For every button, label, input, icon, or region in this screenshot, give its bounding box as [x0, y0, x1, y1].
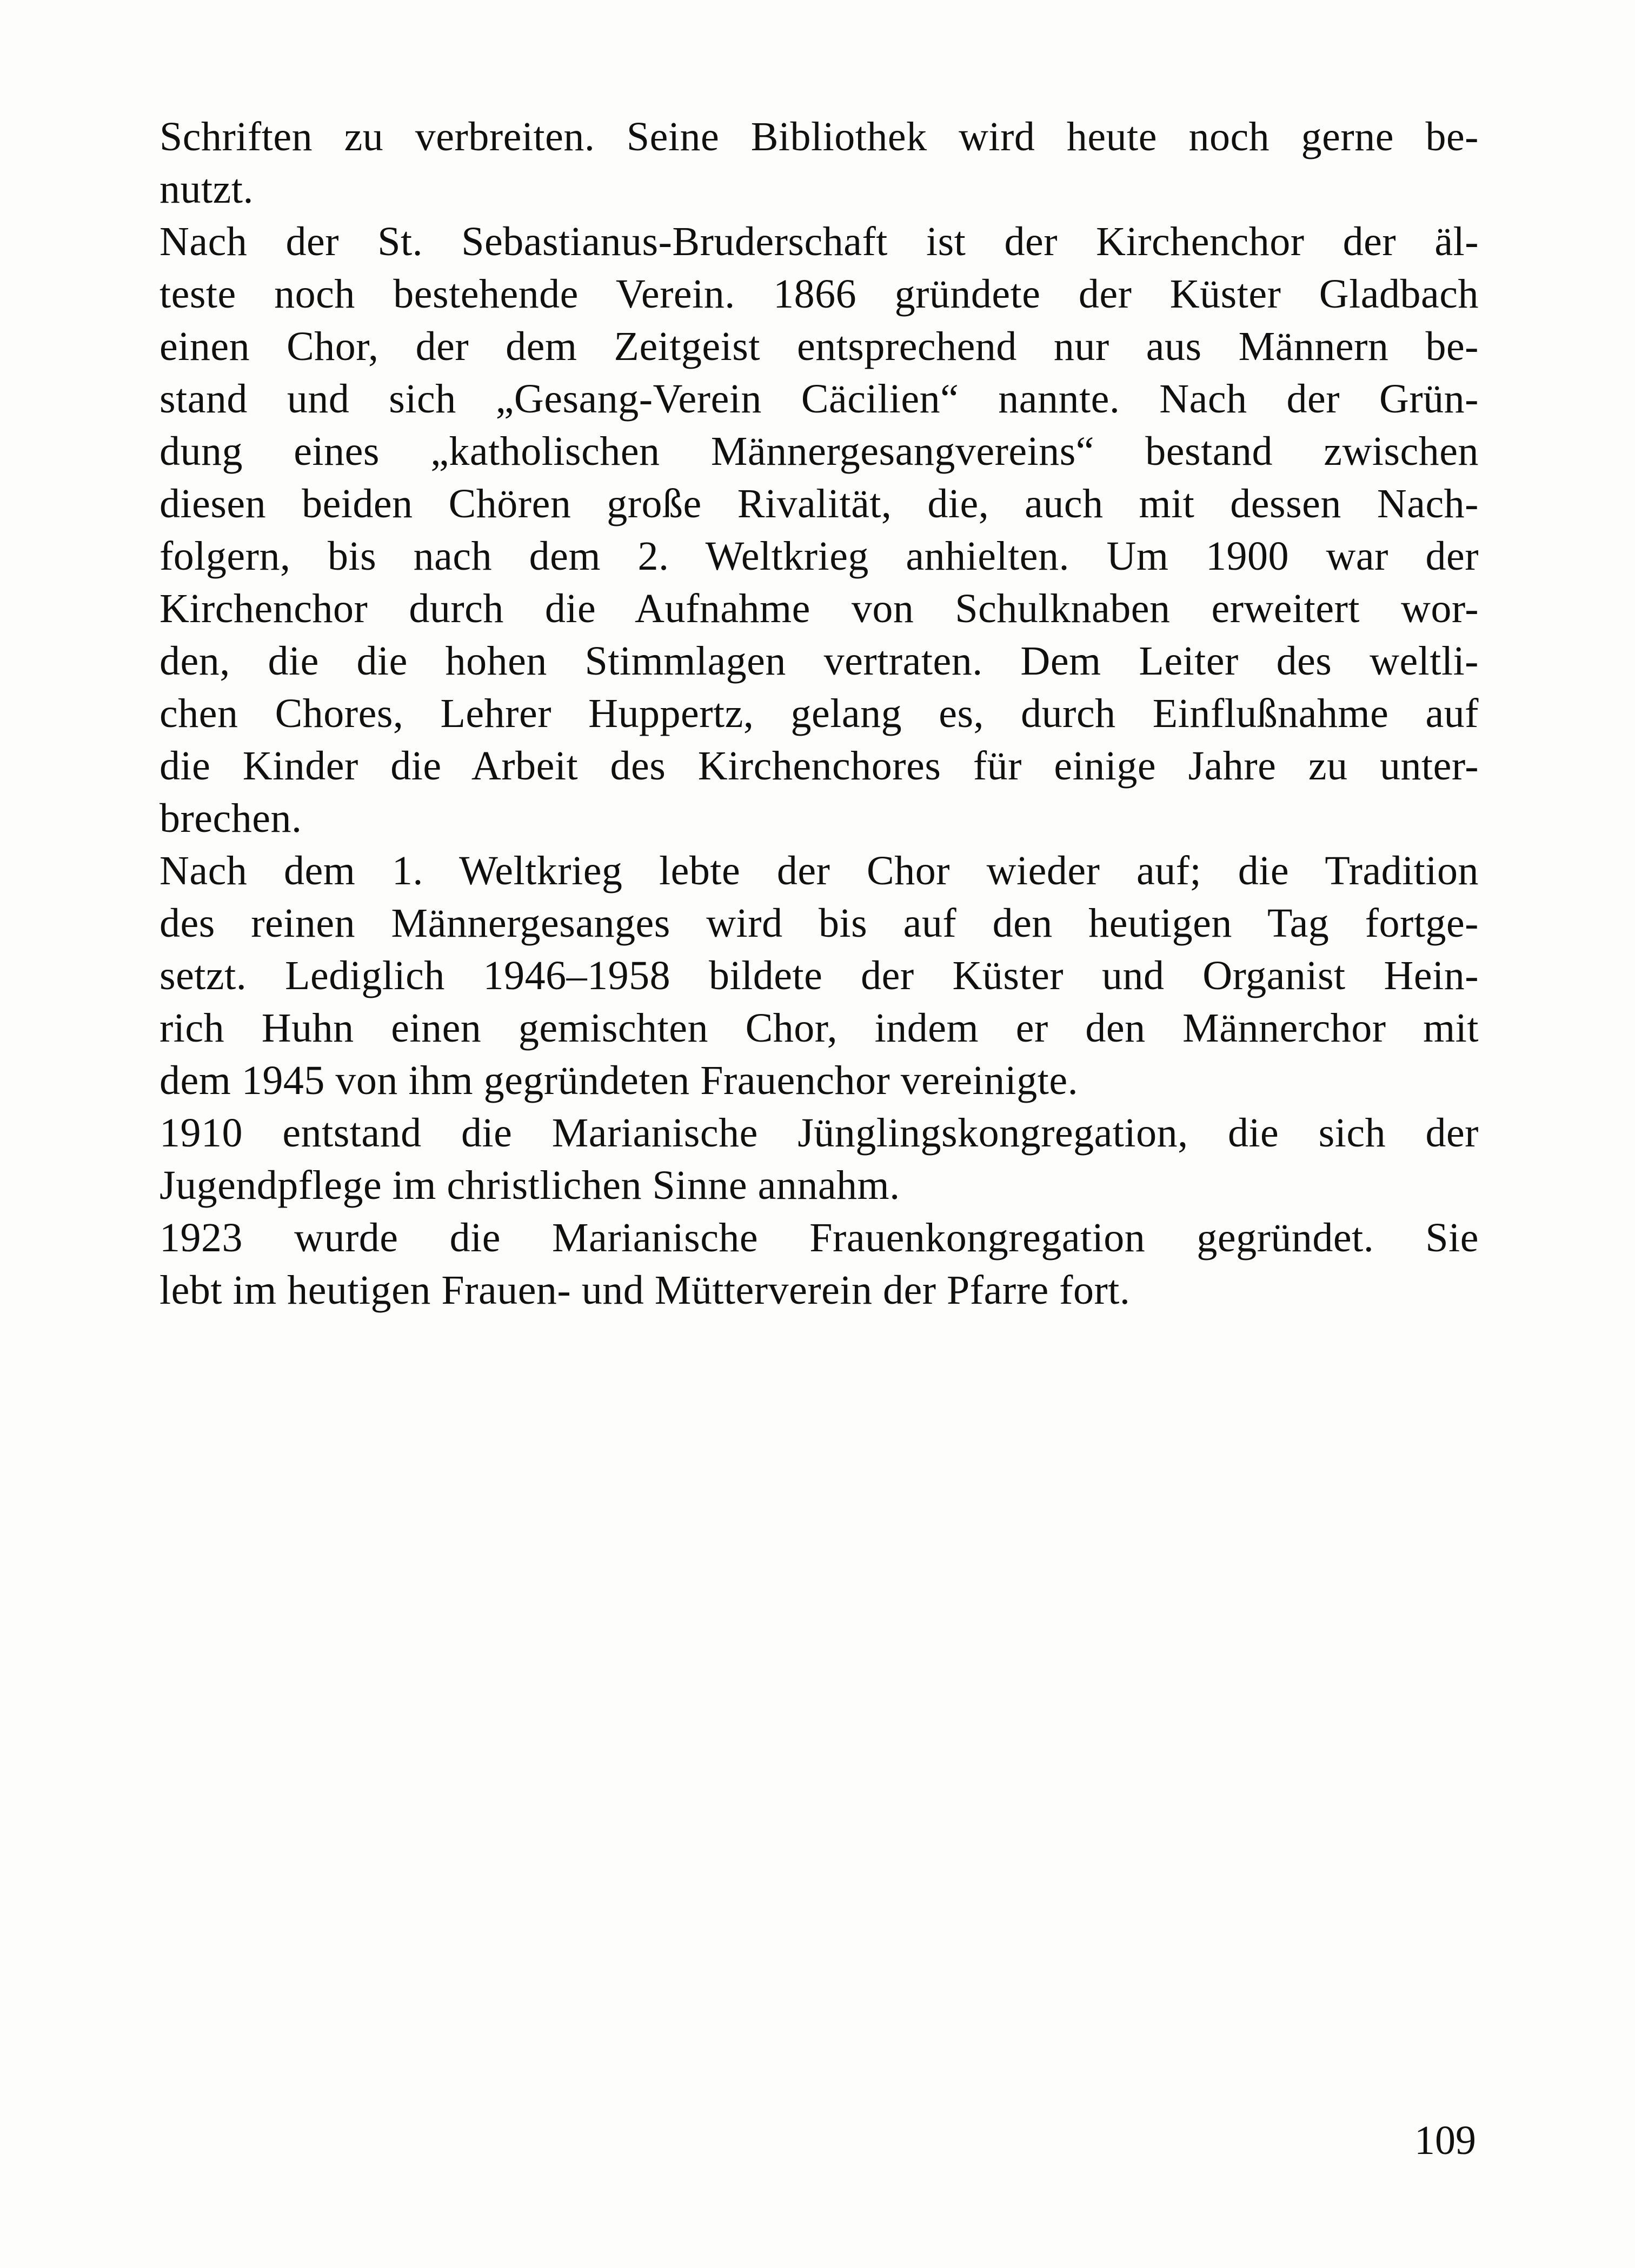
- text-line: 1923 wurde die Marianische Frauenkongregation gegründet. Sie: [159, 1215, 1479, 1260]
- text-line: diesen beiden Chören große Rivalität, die, auch mit dessen Nach-: [159, 481, 1479, 526]
- text-line: teste noch bestehende Verein. 1866 gründete der Küster Gladbach: [159, 271, 1479, 317]
- text-line: 1910 entstand die Marianische Jünglingskongregation, die sich der: [159, 1110, 1479, 1156]
- text-line: dung eines „katholischen Männergesangvereins“ bestand zwischen: [159, 429, 1479, 474]
- text-line: den, die die hohen Stimmlagen vertraten. Dem Leiter des weltli-: [159, 638, 1479, 684]
- paragraph: [159, 845, 1479, 1107]
- paragraph: [159, 111, 1479, 216]
- page-number: 109: [1414, 2118, 1476, 2163]
- body-text: [159, 111, 1479, 1317]
- text-line: des reinen Männergesanges wird bis auf den heutigen Tag fortge-: [159, 900, 1479, 946]
- text-line: chen Chores, Lehrer Huppertz, gelang es, durch Einflußnahme auf: [159, 691, 1479, 736]
- paragraph: [159, 1107, 1479, 1212]
- text-line: Nach der St. Sebastianus-Bruderschaft ist der Kirchenchor der äl-: [159, 219, 1479, 264]
- text-line: Kirchenchor durch die Aufnahme von Schulknaben erweitert wor-: [159, 586, 1479, 631]
- text-line: Jugendpflege im christlichen Sinne annahm.: [159, 1163, 900, 1208]
- paragraph: [159, 1212, 1479, 1317]
- text-line: setzt. Lediglich 1946–1958 bildete der Küster und Organist Hein-: [159, 953, 1479, 998]
- text-line: folgern, bis nach dem 2. Weltkrieg anhielten. Um 1900 war der: [159, 533, 1479, 579]
- text-line: brechen.: [159, 796, 302, 841]
- text-line: rich Huhn einen gemischten Chor, indem er den Männerchor mit: [159, 1005, 1479, 1051]
- text-line: einen Chor, der dem Zeitgeist entsprechend nur aus Männern be-: [159, 324, 1479, 369]
- text-line: lebt im heutigen Frauen- und Mütterverein der Pfarre fort.: [159, 1268, 1131, 1313]
- text-line: Nach dem 1. Weltkrieg lebte der Chor wieder auf; die Tradition: [159, 848, 1479, 893]
- text-line: die Kinder die Arbeit des Kirchenchores für einige Jahre zu unter-: [159, 743, 1479, 789]
- text-line: nutzt.: [159, 166, 254, 212]
- text-line: Schriften zu verbreiten. Seine Bibliothek wird heute noch gerne be-: [159, 114, 1479, 159]
- text-line: stand und sich „Gesang-Verein Cäcilien“ nannte. Nach der Grün-: [159, 376, 1479, 422]
- paragraph: [159, 216, 1479, 845]
- text-line: dem 1945 von ihm gegründeten Frauenchor vereinigte.: [159, 1058, 1079, 1103]
